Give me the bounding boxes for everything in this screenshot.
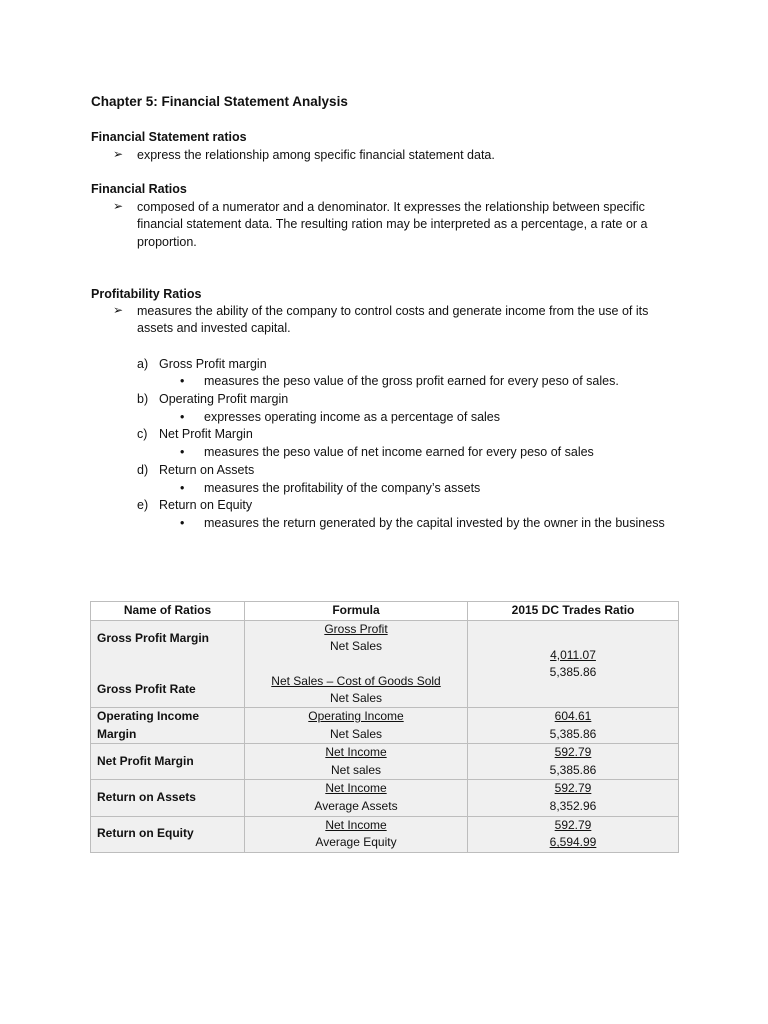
ratio-denominator: 5,385.86 <box>549 726 597 741</box>
formula-denominator: Net Sales <box>329 691 383 705</box>
formula-denominator: Net sales <box>330 762 382 777</box>
ratio-name: Net Profit Margin <box>97 753 194 768</box>
list-letter: b) <box>137 392 149 406</box>
ratio-value-cell <box>468 621 679 708</box>
ratio-numerator: 592.79 <box>554 745 592 760</box>
formula-numerator: Operating Income <box>308 709 404 723</box>
ratio-denominator: 5,385.86 <box>549 762 597 777</box>
formula-cell <box>245 708 468 744</box>
ratio-name-cell <box>91 621 245 708</box>
fs-ratios-text: express the relationship among specific financial statement data. <box>137 148 495 162</box>
formula-numerator: Net Income <box>325 781 387 796</box>
ratio-name: Return on Equity <box>97 826 194 841</box>
list-item-desc: expresses operating income as a percentage of sales <box>204 410 501 424</box>
table-header-row <box>91 602 679 621</box>
bullet-dot-icon: • <box>180 445 185 459</box>
list-item-desc: measures the return generated by the capital invested by the owner in the business <box>204 516 665 530</box>
formula-cell <box>245 744 468 780</box>
list-letter: d) <box>137 463 149 477</box>
formula-cell <box>245 621 468 708</box>
list-letter: c) <box>137 427 148 441</box>
ratio-value-cell <box>468 816 679 852</box>
ratio-name-cell <box>91 780 245 816</box>
ratio-name-cell <box>91 816 245 852</box>
profitability-text-line1: measures the ability of the company to control costs and generate income from the use of its <box>137 304 649 318</box>
list-item-desc: measures the peso value of the gross profit earned for every peso of sales. <box>204 374 619 388</box>
fin-ratios-text-line1: composed of a numerator and a denominator. It expresses the relationship between specific <box>137 200 645 214</box>
ratio-numerator: 592.79 <box>554 817 592 832</box>
ratio-name-cell <box>91 744 245 780</box>
formula-numerator: Net Sales – Cost of Goods Sold <box>271 674 441 688</box>
arrow-bullet-icon: ➢ <box>113 199 124 213</box>
arrow-bullet-icon: ➢ <box>113 147 124 161</box>
table-row <box>91 780 679 816</box>
ratio-numerator: 4,011.07 <box>550 648 596 662</box>
arrow-bullet-icon: ➢ <box>113 303 124 317</box>
column-header: Name of Ratios <box>91 602 245 621</box>
formula-numerator: Net Income <box>325 817 387 832</box>
table-row <box>91 816 679 852</box>
ratio-name: Return on Assets <box>97 790 196 805</box>
fin-ratios-text-line2: financial statement data. The resulting ration may be interpreted as a percentage, a rate or a <box>137 217 648 231</box>
ratio-value-cell <box>468 780 679 816</box>
fs-ratios-heading: Financial Statement ratios <box>91 130 247 144</box>
list-item-desc: measures the profitability of the company’s assets <box>204 481 481 495</box>
list-letter: a) <box>137 357 149 371</box>
list-item-label: Net Profit Margin <box>159 427 253 441</box>
formula-denominator: Net Sales <box>329 639 383 653</box>
bullet-dot-icon: • <box>180 481 185 495</box>
formula-denominator: Average Equity <box>315 835 397 850</box>
fin-ratios-heading: Financial Ratios <box>91 182 187 196</box>
list-item-label: Operating Profit margin <box>159 392 289 406</box>
bullet-dot-icon: • <box>180 516 185 530</box>
ratio-name-cell <box>91 708 245 744</box>
table-row <box>91 744 679 780</box>
ratio-value-cell <box>468 708 679 744</box>
page-title: Chapter 5: Financial Statement Analysis <box>91 94 348 109</box>
table-row <box>91 708 679 744</box>
ratio-numerator: 604.61 <box>554 709 592 723</box>
profitability-heading: Profitability Ratios <box>91 287 202 301</box>
ratio-denominator: 8,352.96 <box>549 798 597 813</box>
ratio-numerator: 592.79 <box>554 781 592 796</box>
column-header: 2015 DC Trades Ratio <box>468 602 679 621</box>
table-row <box>91 621 679 708</box>
ratio-name: Operating Income Margin <box>97 709 200 741</box>
formula-denominator: Average Assets <box>314 798 398 813</box>
column-header: Formula <box>245 602 468 621</box>
list-item-desc: measures the peso value of net income earned for every peso of sales <box>204 445 594 459</box>
formula-numerator: Gross Profit <box>324 622 388 636</box>
formula-denominator: Net Sales <box>329 726 383 741</box>
list-item-label: Gross Profit margin <box>159 357 267 371</box>
fin-ratios-text-line3: proportion. <box>137 235 197 249</box>
list-letter: e) <box>137 498 149 512</box>
list-item-label: Return on Assets <box>159 463 255 477</box>
formula-cell <box>245 780 468 816</box>
list-item-label: Return on Equity <box>159 498 253 512</box>
bullet-dot-icon: • <box>180 374 185 388</box>
formula-numerator: Net Income <box>325 745 387 760</box>
ratio-value-cell <box>468 744 679 780</box>
formula-cell <box>245 816 468 852</box>
ratio-name: Gross Profit Rate <box>97 682 196 696</box>
profitability-text-line2: assets and invested capital. <box>137 321 291 335</box>
ratio-denominator: 6,594.99 <box>549 835 597 850</box>
ratios-table <box>90 601 679 853</box>
ratio-denominator: 5,385.86 <box>549 665 597 679</box>
bullet-dot-icon: • <box>180 410 185 424</box>
ratio-name: Gross Profit Margin <box>97 631 210 645</box>
